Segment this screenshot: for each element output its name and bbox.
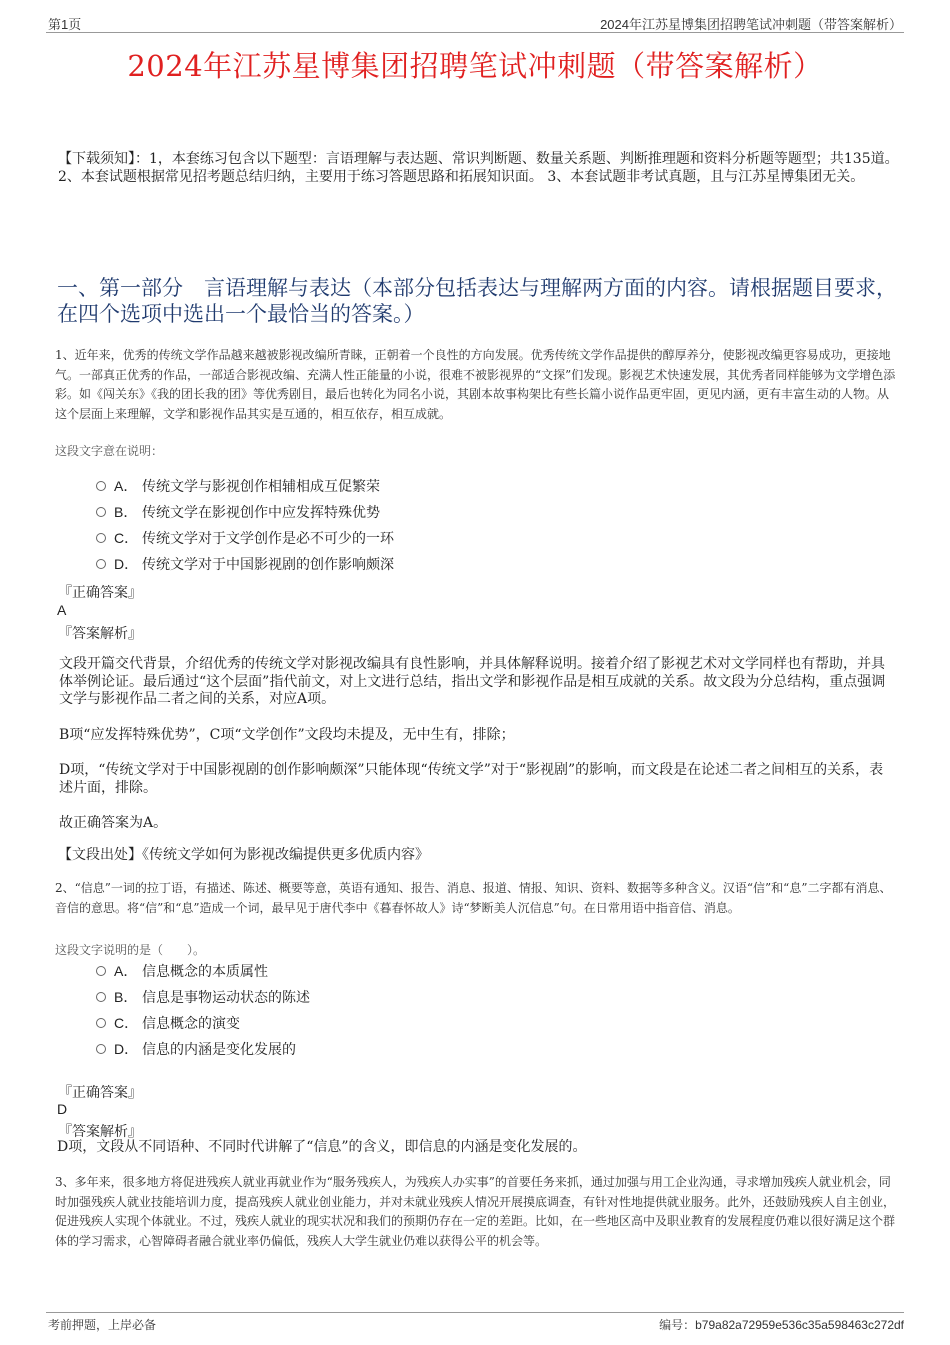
- radio-icon[interactable]: [96, 559, 106, 569]
- q1-option-d[interactable]: D． 传统文学对于中国影视剧的创作影响颇深: [96, 554, 394, 574]
- radio-icon[interactable]: [96, 966, 106, 976]
- correct-answer-label: 『正确答案』: [58, 1085, 142, 1101]
- q1-option-b[interactable]: B． 传统文学在影视创作中应发挥特殊优势: [96, 502, 380, 522]
- q1-option-c[interactable]: C． 传统文学对于文学创作是必不可少的一环: [96, 528, 394, 548]
- download-notice: 【下载须知】：1，本套练习包含以下题型：言语理解与表达题、常识判断题、数量关系题、判断推理题和资料分析题等题型；共135道。 2、本套试题根据常见招考题总结归纳，主要用于练习答题思路和拓展知识面。 3、本套试题非考试真题，且与江苏星博集团无关。: [58, 151, 899, 185]
- q2-option-b[interactable]: B． 信息是事物运动状态的陈述: [96, 987, 310, 1007]
- document-code: 编号：b79a82a72959e536c35a598463c272df: [659, 1318, 904, 1332]
- q1-analysis-3: D项，“传统文学对于中国影视剧的创作影响颇深”只能体现“传统文学”对于“影视剧”的影响，而文段是在论述二者之间相互的关系，表述片面，排除。: [59, 762, 884, 796]
- question-2-text: 2、“信息”一词的拉丁语，有描述、陈述、概要等意，英语有通知、报告、消息、报道、情报、知识、资料、数据等多种含义。汉语“信”和“息”二字都有消息、音信的意思。将“信”和“息”造成一个词，最早见于唐代李中《暮春怀故人》诗“梦断美人沉信息”句。在日常用语中指音信、消息。: [55, 881, 892, 915]
- q2-option-d[interactable]: D． 信息的内涵是变化发展的: [96, 1039, 296, 1059]
- analysis-label: 『答案解析』: [58, 626, 142, 642]
- header-doc-title: 2024年江苏星博集团招聘笔试冲刺题（带答案解析）: [600, 17, 902, 32]
- q2-analysis: D项，文段从不同语种、不同时代讲解了“信息”的含义，即信息的内涵是变化发展的。: [57, 1139, 587, 1155]
- page-footer: [46, 1312, 904, 1335]
- radio-icon[interactable]: [96, 1018, 106, 1028]
- page-number: 第1页: [48, 17, 82, 32]
- document-title: 2024年江苏星博集团招聘笔试冲刺题（带答案解析）: [127, 49, 823, 83]
- page-header: [46, 14, 904, 33]
- q1-analysis-1: 文段开篇交代背景，介绍优秀的传统文学对影视改编具有良性影响，并具体解释说明。接着介绍了影视艺术对文学同样也有帮助，并具体举例论证。最后通过“这个层面”指代前文，对上文进行总结，指出文学和影视作品是相互成就的关系。故文段为分总结构，重点强调文学与影视作品二者之间的关系，对应A项。: [59, 656, 886, 707]
- q1-source: 【文段出处】《传统文学如何为影视改编提供更多优质内容》: [58, 847, 429, 863]
- question-1-text: 1、近年来，优秀的传统文学作品越来越被影视改编所青睐，正朝着一个良性的方向发展。优秀传统文学作品提供的醇厚养分，使影视改编更容易成功，更接地气。一部真正优秀的作品，一部适合影视改编、充满人性正能量的小说，很难不被影视界的“文探”们发现。影视艺术快速发展，其优秀者同样能够为文学增色添彩。如《闯关东》《我的团长我的团》等优秀剧目，最后也转化为同名小说，其剧本故事构架比有些长篇小说作品更牢固，更见内涵，更有丰富生动的人物。从这个层面上来理解，文学和影视作品其实是互通的，相互依存，相互成就。: [55, 348, 896, 421]
- radio-icon[interactable]: [96, 1044, 106, 1054]
- correct-answer-label: 『正确答案』: [58, 585, 142, 601]
- radio-icon[interactable]: [96, 533, 106, 543]
- question-3-text: 3、多年来，很多地方将促进残疾人就业再就业作为“服务残疾人，为残疾人办实事”的首要任务来抓，通过加强与用工企业沟通，寻求增加残疾人就业机会，同时加强残疾人就业技能培训力度，提高残疾人就业创业能力，并对未就业残疾人情况开展摸底调查，有针对性地提供就业服务。此外，还鼓励残疾人自主创业，促进残疾人实现个体就业。不过，残疾人就业的现实状况和我们的预期仍存在一定的差距。比如，在一些地区高中及职业教育的发展程度仍难以很好满足这个群体的学习需求，心智障碍者融合就业率仍偏低，残疾人大学生就业仍难以获得公平的机会等。: [55, 1175, 896, 1248]
- radio-icon[interactable]: [96, 507, 106, 517]
- q1-option-a[interactable]: A． 传统文学与影视创作相辅相成互促繁荣: [96, 476, 380, 496]
- radio-icon[interactable]: [96, 481, 106, 491]
- q2-option-a[interactable]: A． 信息概念的本质属性: [96, 961, 268, 981]
- q2-answer: D: [57, 1101, 68, 1117]
- q1-analysis-4: 故正确答案为A。: [59, 815, 168, 831]
- q1-analysis-2: B项“应发挥特殊优势”，C项“文学创作”文段均未提及，无中生有，排除；: [59, 727, 515, 743]
- radio-icon[interactable]: [96, 992, 106, 1002]
- q2-option-c[interactable]: C． 信息概念的演变: [96, 1013, 240, 1033]
- question-2-prompt: 这段文字说明的是（ ）。: [55, 943, 206, 957]
- analysis-label: 『答案解析』: [58, 1124, 142, 1140]
- footer-slogan: 考前押题，上岸必备: [48, 1318, 157, 1332]
- section-heading: 一、第一部分 言语理解与表达（本部分包括表达与理解两方面的内容。请根据题目要求，在四个选项中选出一个最恰当的答案。）: [57, 276, 897, 326]
- q1-answer: A: [57, 602, 67, 618]
- question-1-prompt: 这段文字意在说明：: [55, 444, 164, 458]
